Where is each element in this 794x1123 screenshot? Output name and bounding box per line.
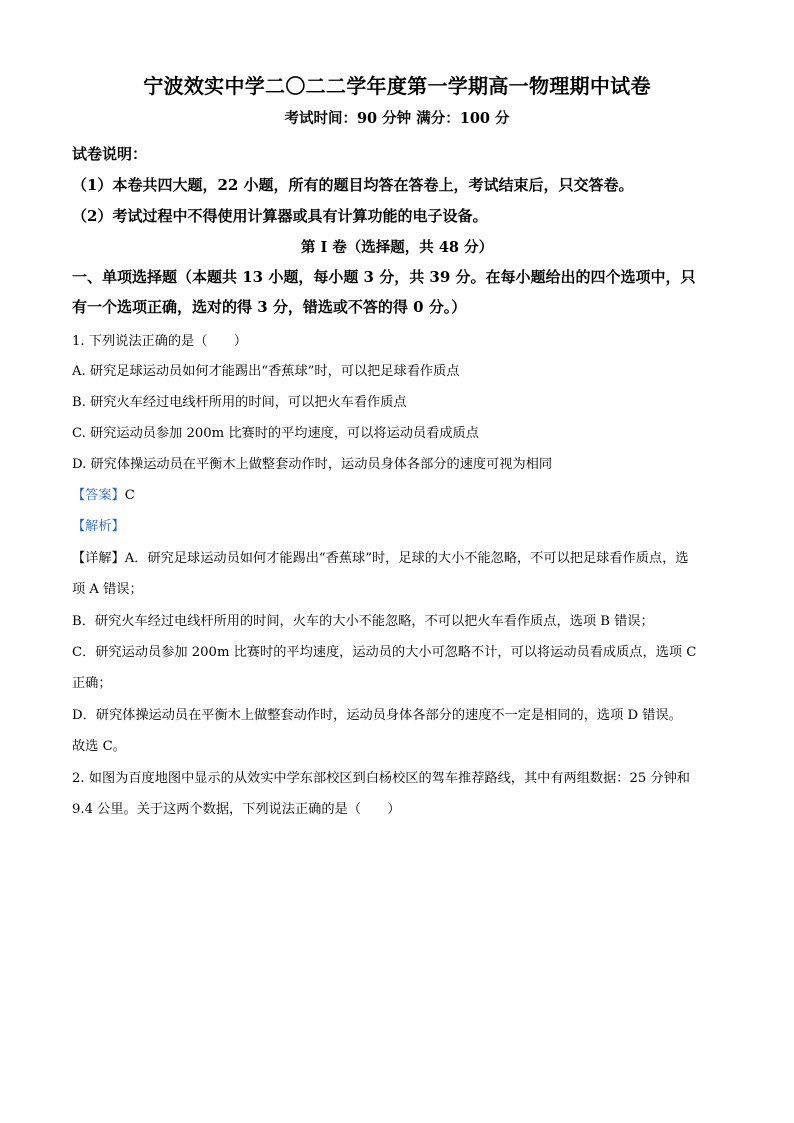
question-1-stem: 1. 下列说法正确的是（ ） xyxy=(72,334,248,349)
detail-line-1 xyxy=(72,547,688,566)
exam-info: 考试时间：90 分钟 满分：100 分 xyxy=(284,110,510,127)
question-1-option-a: A. 研究足球运动员如何才能踢出“香蕉球”时，可以把足球看作质点 xyxy=(72,364,460,379)
answer-value: C xyxy=(124,488,135,503)
analysis-tag: 【解析】 xyxy=(72,519,125,534)
answer-tag: 【答案】 xyxy=(72,488,125,503)
question-1-option-c: C. 研究运动员参加 200m 比赛时的平均速度，可以将运动员看成质点 xyxy=(72,426,479,441)
part-1-title: 第 I 卷（选择题，共 48 分） xyxy=(300,239,494,256)
detail-line-3: B．研究火车经过电线杆所用的时间，火车的大小不能忽略，不可以把火车看作质点，选项 B 错误； xyxy=(72,614,654,629)
section-heading-line-1: 一、单项选择题（本题共 13 小题，每小题 3 分，共 39 分。在每小题给出的四个选项中，只 xyxy=(72,268,696,286)
detail-line-5: 正确； xyxy=(72,676,112,691)
detail-line-4: C．研究运动员参加 200m 比赛时的平均速度，运动员的大小可忽略不计，可以将运动员看成质点，选项 C xyxy=(72,645,697,660)
question-2-stem-line-1: 2. 如图为百度地图中显示的从效实中学东部校区到白杨校区的驾车推荐路线，其中有两组数据：25 分钟和 xyxy=(72,771,690,786)
instructions-heading: 试卷说明： xyxy=(72,145,148,163)
exam-title: 宁波效实中学二〇二二学年度第一学期高一物理期中试卷 xyxy=(143,74,651,98)
instruction-item-2: （2）考试过程中不得使用计算器或具有计算功能的电子设备。 xyxy=(72,207,488,225)
section-heading-line-2: 有一个选项正确，选对的得 3 分，错选或不答的得 0 分。） xyxy=(72,298,467,316)
detail-tag: 【详解】 xyxy=(72,551,125,566)
detail-text: A．研究足球运动员如何才能踢出“香蕉球”时，足球的大小不能忽略，不可以把足球看作质点，选 xyxy=(124,551,689,566)
question-1-option-d: D. 研究体操运动员在平衡木上做整套动作时，运动员身体各部分的速度可视为相同 xyxy=(72,457,553,472)
detail-line-2: 项 A 错误； xyxy=(72,582,143,597)
detail-line-7: 故选 C。 xyxy=(72,739,126,754)
instruction-item-1: （1）本卷共四大题，22 小题，所有的题目均答在答卷上，考试结束后，只交答卷。 xyxy=(72,176,634,194)
detail-line-6: D．研究体操运动员在平衡木上做整套动作时，运动员身体各部分的速度不一定是相同的，选项 D 错误。 xyxy=(72,708,682,723)
question-2-stem-line-2: 9.4 公里。关于这两个数据，下列说法正确的是（ ） xyxy=(72,802,401,817)
question-1-option-b: B. 研究火车经过电线杆所用的时间，可以把火车看作质点 xyxy=(72,395,407,410)
answer-line xyxy=(72,484,135,503)
